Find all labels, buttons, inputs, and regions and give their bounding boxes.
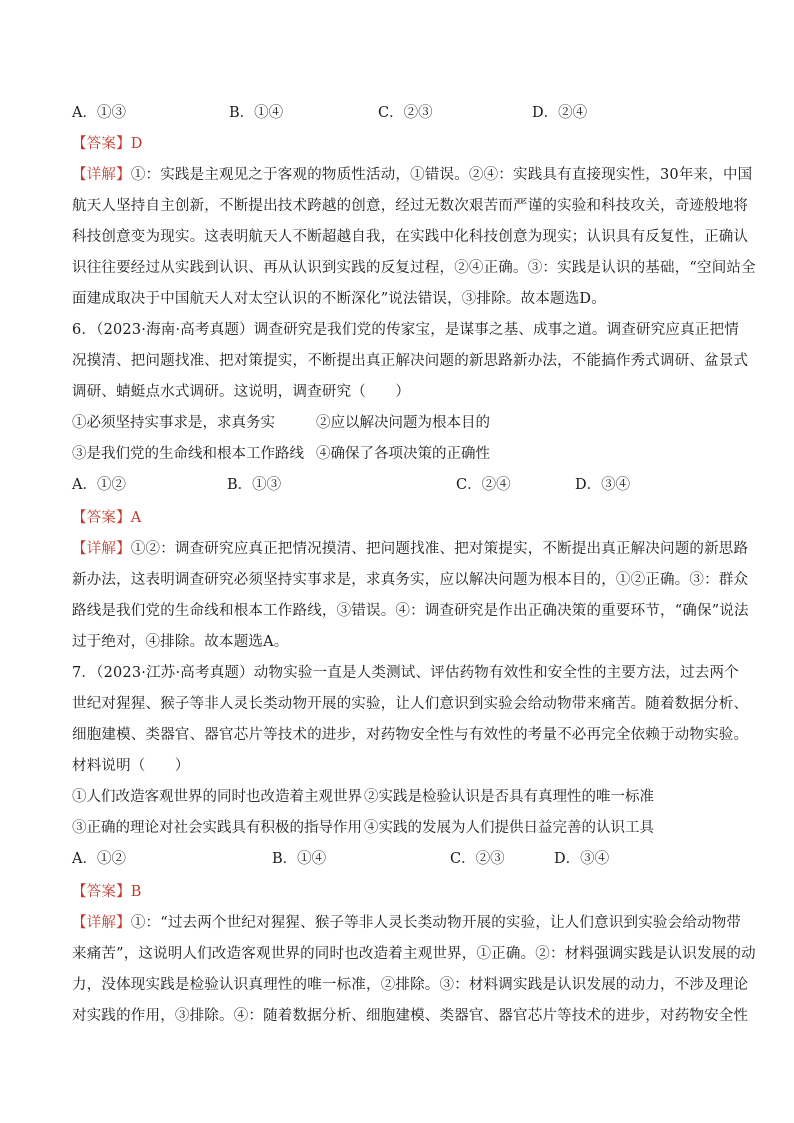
q7-option-c: C．②③ xyxy=(450,851,505,867)
q5-option-c: C．②③ xyxy=(378,105,433,121)
q6-detail-line: 路线是我们党的生命线和根本工作路线，③错误。④：调查研究是作出正确决策的重要环节，“确保”说法 xyxy=(72,603,749,619)
q5-detail-line xyxy=(72,166,752,184)
q7-statement-1: ①人们改造客观世界的同时也改造着主观世界 xyxy=(72,789,362,805)
q5-option-d: D．②④ xyxy=(532,105,588,121)
q7-stem-line: 世纪对猩猩、猴子等非人灵长类动物开展的实验，让人们意识到实验会给动物带来痛苦。随着数据分析、 xyxy=(72,696,749,712)
q6-option-a: A．①② xyxy=(72,477,126,493)
q7-statement-2: ②实践是检验认识是否具有真理性的唯一标准 xyxy=(364,789,654,805)
q6-detail-line: 新办法，这表明调查研究必须坚持实事求是，求真务实，应以解决问题为根本目的，①②正确。③：群众 xyxy=(72,572,749,588)
q5-detail-label: 【详解】 xyxy=(72,167,131,183)
q6-detail-line: 过于绝对，④排除。故本题选A。 xyxy=(72,634,289,650)
q6-statement-4: ④确保了各项决策的正确性 xyxy=(316,446,490,462)
q7-detail-line: 对实践的作用，③排除。④：随着数据分析、细胞建模、类器官、器官芯片等技术的进步，对药物安全性 xyxy=(72,1008,749,1024)
q6-stem-line: 6．（2023·海南·高考真题）调查研究是我们党的传家宝，是谋事之基、成事之道。调查研究应真正把情 xyxy=(72,322,739,338)
q7-detail-line: 来痛苦”，这说明人们改造客观世界的同时也改造着主观世界，①正确。②：材料强调实践是认识发展的动 xyxy=(72,946,756,962)
q5-detail-line: 识往往要经过从实践到认识、再从认识到实践的反复过程，②④正确。③：实践是认识的基础，“空间站全 xyxy=(72,260,756,276)
q7-statement-3: ③正确的理论对社会实践具有积极的指导作用 xyxy=(72,820,362,836)
q6-option-b: B．①③ xyxy=(227,477,282,493)
q5-option-b: B．①④ xyxy=(229,105,284,121)
q5-detail-text: ①：实践是主观见之于客观的物质性活动，①错误。②④：实践具有直接现实性，30年来，中国 xyxy=(130,167,753,183)
q6-detail-text: ①②：调查研究应真正把情况摸清、把问题找准、把对策提实，不断提出真正解决问题的新思路 xyxy=(130,541,749,557)
q6-statement-2: ②应以解决问题为根本目的 xyxy=(316,415,490,431)
q5-detail-line: 面建成取决于中国航天人对太空认识的不断深化”说法错误，③排除。故本题选D。 xyxy=(72,291,606,307)
q7-detail-text: ①：“过去两个世纪对猩猩、猴子等非人灵长类动物开展的实验，让人们意识到实验会给动物带 xyxy=(130,915,742,931)
q7-stem-line: 细胞建模、类器官、器官芯片等技术的进步，对药物安全性与有效性的考量不必再完全依赖于动物实验。 xyxy=(72,727,749,743)
q7-answer: 【答案】B xyxy=(72,884,142,900)
q6-options xyxy=(72,476,722,494)
q7-statements-row xyxy=(72,819,722,837)
q7-detail-line: 力，没体现实践是检验认识真理性的唯一标准，②排除。③：材料调实践是认识发展的动力，不涉及理论 xyxy=(72,977,749,993)
q6-statement-1: ①必须坚持实事求是，求真务实 xyxy=(72,415,275,431)
q6-statements-row xyxy=(72,445,722,463)
q7-stem-line: 材料说明（ ） xyxy=(72,758,190,774)
q6-option-c: C．②④ xyxy=(456,477,511,493)
q6-statements-row xyxy=(72,414,722,432)
q5-options xyxy=(72,104,722,122)
q6-detail-line xyxy=(72,540,748,558)
q6-statement-3: ③是我们党的生命线和根本工作路线 xyxy=(72,446,304,462)
q5-answer: 【答案】D xyxy=(72,136,143,152)
q6-option-d: D．③④ xyxy=(575,477,631,493)
q7-option-a: A．①② xyxy=(72,851,126,867)
q5-detail-line: 科技创意变为现实。这表明航天人不断超越自我，在实践中化科技创意为现实；认识具有反复性，正确认 xyxy=(72,229,749,245)
q6-detail-label: 【详解】 xyxy=(72,541,131,557)
q6-answer: 【答案】A xyxy=(72,510,142,526)
q6-stem-line: 况摸清、把问题找准、把对策提实，不断提出真正解决问题的新思路新办法，不能搞作秀式调研、盆景式 xyxy=(72,353,749,369)
q6-stem-line: 调研、蜻蜓点水式调研。这说明，调查研究（ ） xyxy=(72,384,411,400)
q5-option-a: A．①③ xyxy=(72,105,126,121)
q5-detail-line: 航天人坚持自主创新，不断提出技术跨越的创意，经过无数次艰苦而严谨的实验和科技攻关，奇迹般地将 xyxy=(72,198,749,214)
q7-option-b: B．①④ xyxy=(272,851,327,867)
q7-option-d: D．③④ xyxy=(554,851,610,867)
q7-detail-line xyxy=(72,914,741,932)
q7-options xyxy=(72,850,722,868)
q7-statements-row xyxy=(72,788,722,806)
q7-stem-line: 7．（2023·江苏·高考真题）动物实验一直是人类测试、评估药物有效性和安全性的主要方法，过去两个 xyxy=(72,665,739,681)
q7-statement-4: ④实践的发展为人们提供日益完善的认识工具 xyxy=(364,820,654,836)
q7-detail-label: 【详解】 xyxy=(72,915,131,931)
